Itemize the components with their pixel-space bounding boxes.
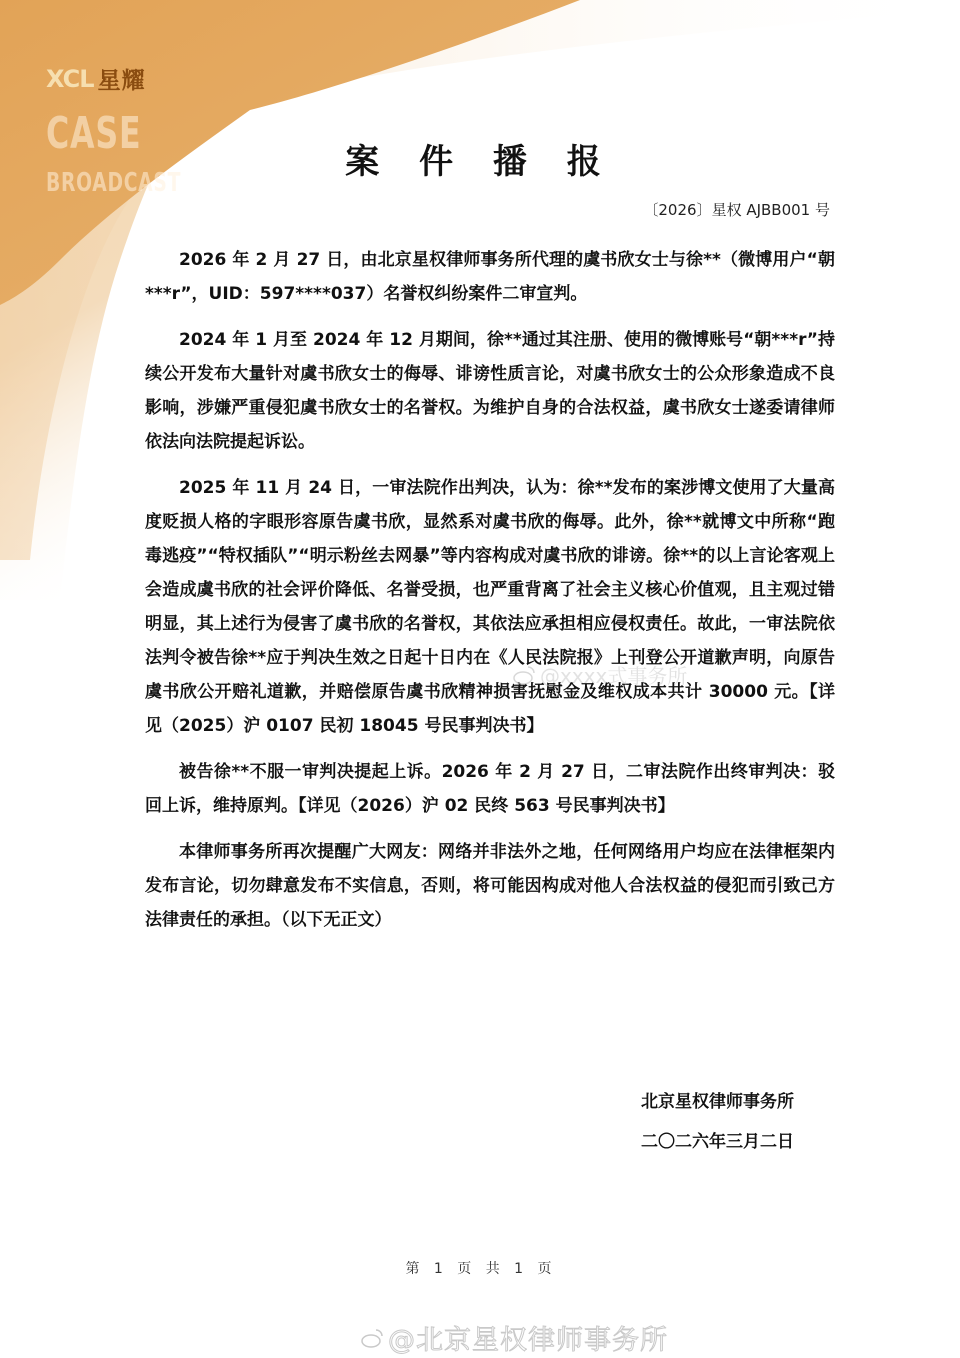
broadcast-label: BROADCAST — [46, 168, 182, 198]
paragraph-reminder: 本律师事务所再次提醒广大网友：网络并非法外之地，任何网络用户均应在法律框架内发布言论，切勿肆意发布不实信息，否则，将可能因构成对他人合法权益的侵犯而引致己方法律责任的承担。（以下无正文） — [145, 842, 835, 930]
weibo-icon — [360, 1327, 384, 1349]
weibo-icon — [512, 664, 536, 686]
logo-chinese-name: 星耀 — [97, 68, 146, 94]
page-title: 案 件 播 报 — [345, 142, 615, 182]
document-body — [145, 243, 835, 949]
case-label: CASE — [46, 108, 142, 159]
watermark-bottom — [360, 1318, 668, 1357]
watermark-middle — [512, 660, 687, 689]
document-number: 〔2026〕星权 AJBB001 号 — [643, 201, 830, 219]
page-number: 第 1 页 共 1 页 — [405, 1261, 555, 1277]
watermark-bottom-text: @北京星权律师事务所 — [388, 1325, 668, 1356]
brand-logo — [46, 62, 146, 95]
paragraph-background: 2024 年 1 月至 2024 年 12 月期间，徐**通过其注册、使用的微博账号“朝***r”持续公开发布大量针对虞书欣女士的侮辱、诽谤性质言论，对虞书欣女士的公众形象造成不良影响，涉嫌严重侵犯虞书欣女士的名誉权。为维护自身的合法权益，虞书欣女士遂委请律师依法向法院提起诉讼。 — [145, 330, 835, 452]
signature-organization: 北京星权律师事务所 — [641, 1092, 794, 1112]
paragraph-first-instance: 2025 年 11 月 24 日，一审法院作出判决，认为：徐**发布的案涉博文使用了大量高度贬损人格的字眼形容原告虞书欣，显然系对虞书欣的侮辱。此外，徐**就博文中所称“跑毒逃疫”“特权插队”“明示粉丝去网暴”等内容构成对虞书欣的诽谤。徐**的以上言论客观上会造成虞书欣的社会评价降低、名誉受损，也严重背离了社会主义核心价值观，且主观过错明显，其上述行为侵害了虞书欣的名誉权，其依法应承担相应侵权责任。故此，一审法院依法判令被告徐**应于判决生效之日起十日内在《人民法院报》上刊登公开道歉声明，向原告虞书欣公开赔礼道歉，并赔偿原告虞书欣精神损害抚慰金及维权成本共计 30000 元。【详见（2025）沪 0107 民初 18045 号民事判决书】 — [145, 478, 835, 736]
watermark-middle-text: @xxxx式事务所 — [540, 664, 688, 688]
signature-block — [641, 1082, 794, 1162]
signature-date: 二〇二六年三月二日 — [641, 1132, 794, 1152]
paragraph-announcement: 2026 年 2 月 27 日，由北京星权律师事务所代理的虞书欣女士与徐**（微博用户“朝***r”，UID：597****037）名誉权纠纷案件二审宣判。 — [145, 250, 835, 304]
paragraph-second-instance: 被告徐**不服一审判决提起上诉。2026 年 2 月 27 日，二审法院作出终审判决：驳回上诉，维持原判。【详见（2026）沪 02 民终 563 号民事判决书】 — [145, 762, 835, 816]
logo-mark: XCL — [46, 64, 94, 93]
